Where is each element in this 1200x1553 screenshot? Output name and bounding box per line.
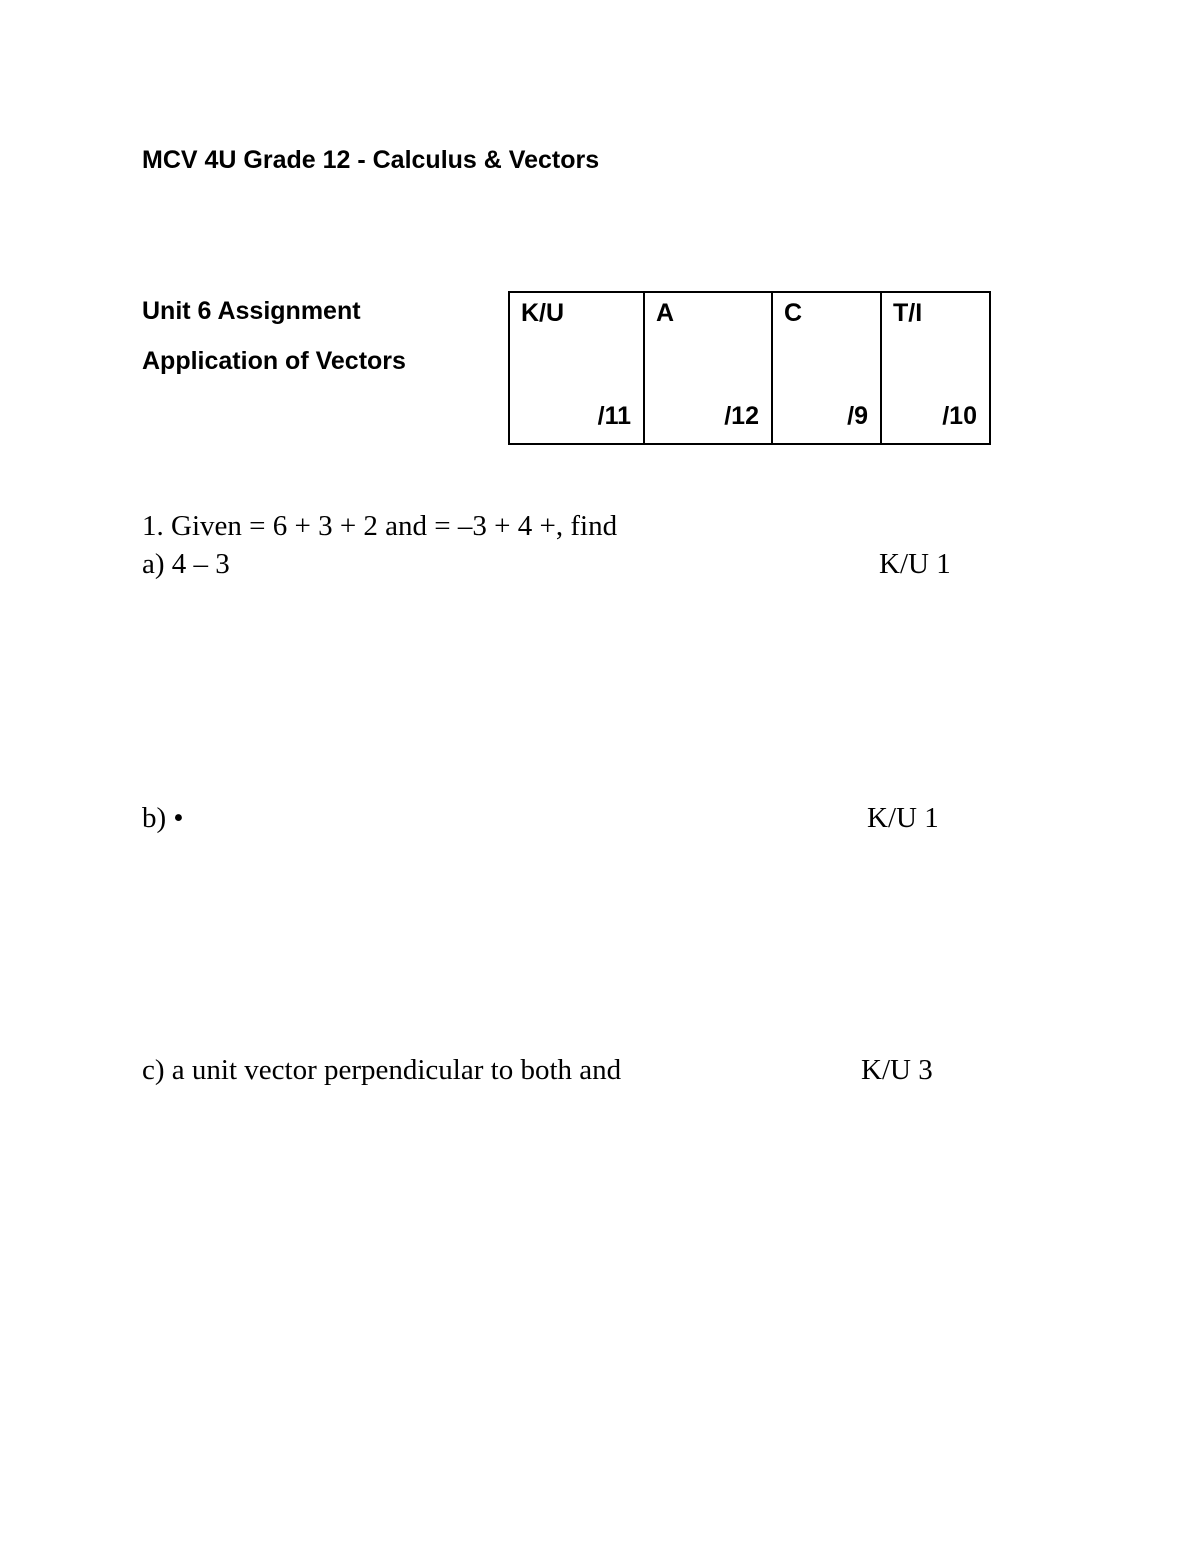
marks-category-label: K/U — [521, 299, 565, 327]
course-title: MCV 4U Grade 12 - Calculus & Vectors — [142, 146, 600, 174]
question-1c-mark: K/U 3 — [861, 1054, 933, 1086]
marks-category-label: C — [784, 299, 803, 327]
marks-cell-a — [645, 293, 773, 443]
marks-category-label: A — [656, 299, 675, 327]
question-1b-mark: K/U 1 — [867, 802, 939, 834]
marks-total: /11 — [597, 402, 631, 430]
marks-cell-ku — [510, 293, 645, 443]
marks-cell-c — [773, 293, 882, 443]
question-1b: b) • — [142, 802, 184, 834]
unit-title: Unit 6 Assignment — [142, 297, 361, 325]
marks-total: /12 — [724, 402, 759, 430]
question-1a-mark: K/U 1 — [879, 548, 951, 580]
marks-total: /10 — [942, 402, 977, 430]
question-1a: a) 4 – 3 — [142, 548, 230, 580]
marks-cell-ti — [882, 293, 989, 443]
question-1c: c) a unit vector perpendicular to both and — [142, 1054, 622, 1086]
question-1-prompt: 1. Given = 6 + 3 + 2 and = –3 + 4 +, find — [142, 510, 618, 542]
marks-table — [508, 291, 991, 445]
marks-total: /9 — [847, 402, 868, 430]
marks-category-label: T/I — [893, 299, 923, 327]
unit-subtitle: Application of Vectors — [142, 347, 406, 375]
